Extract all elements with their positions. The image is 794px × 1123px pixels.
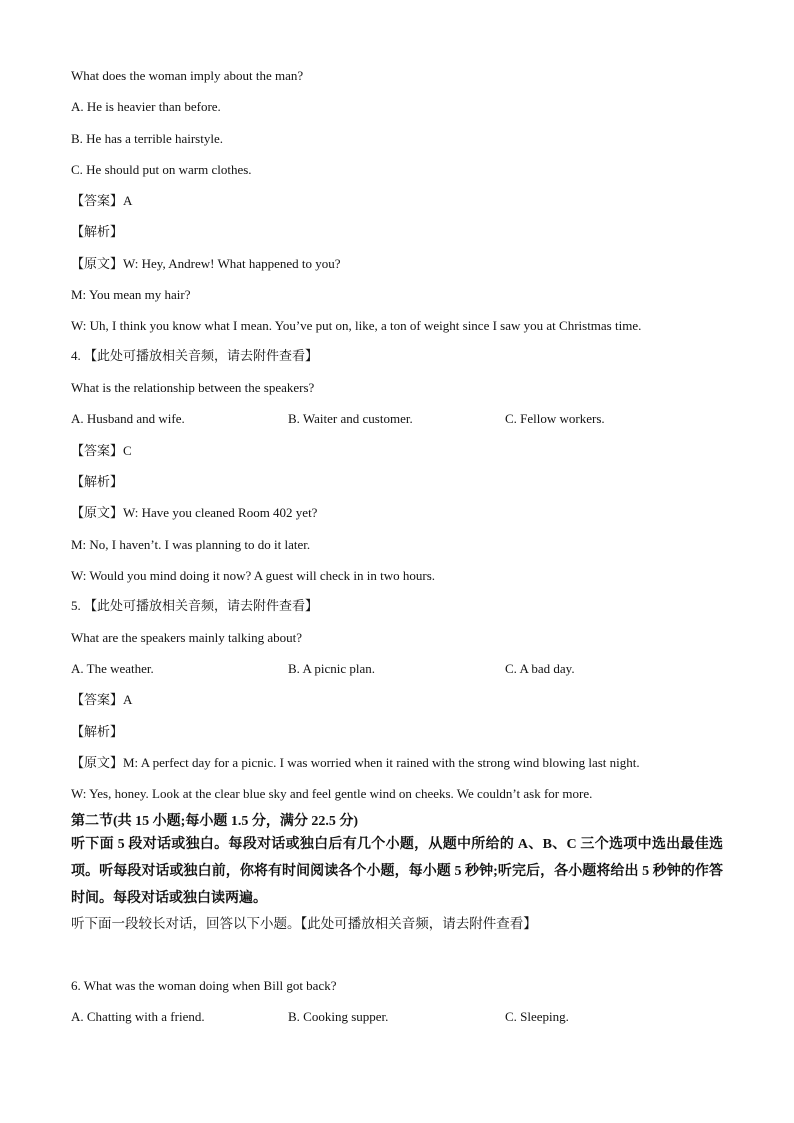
q4-question: What is the relationship between the speakers? (71, 380, 315, 395)
q6-options (71, 1009, 731, 1025)
q4-answer: 【答案】C (71, 443, 132, 458)
q4-header: 4. 【此处可播放相关音频，请去附件查看】 (71, 348, 319, 363)
q3-option-a: A. He is heavier than before. (71, 99, 221, 114)
q6-question: 6. What was the woman doing when Bill got back? (71, 978, 337, 993)
q5-options (71, 661, 731, 677)
q3-answer: 【答案】A (71, 193, 133, 208)
q5-option-c: C. A bad day. (505, 661, 575, 676)
q6-option-c: C. Sleeping. (505, 1009, 569, 1024)
q3-transcript-line: 【原文】W: Hey, Andrew! What happened to you? (71, 256, 341, 271)
q4-option-b: B. Waiter and customer. (288, 411, 413, 426)
q4-transcript-line: 【原文】W: Have you cleaned Room 402 yet? (71, 505, 318, 520)
q3-option-c: C. He should put on warm clothes. (71, 162, 252, 177)
q4-option-a: A. Husband and wife. (71, 411, 185, 426)
q4-analysis: 【解析】 (71, 474, 124, 489)
q3-transcript-line: M: You mean my hair? (71, 287, 191, 302)
section-instructions: 听下面 5 段对话或独白。每段对话或独白后有几个小题，从题中所给的 A、B、C 三个选项中选出最佳选项。听每段对话或独白前，你将有时间阅读各个小题，每小题 5 秒钟;听完后，各小题将给出 5 秒钟的作答时间。每段对话或独白读两遍。 (71, 837, 723, 906)
q3-option-b: B. He has a terrible hairstyle. (71, 131, 223, 146)
q4-option-c: C. Fellow workers. (505, 411, 605, 426)
section-title: 第二节(共 15 小题;每小题 1.5 分，满分 22.5 分) (71, 814, 358, 829)
q5-option-a: A. The weather. (71, 661, 154, 676)
q6-option-b: B. Cooking supper. (288, 1009, 389, 1024)
q5-analysis: 【解析】 (71, 724, 124, 739)
q6-option-a: A. Chatting with a friend. (71, 1009, 205, 1024)
q5-transcript-line: W: Yes, honey. Look at the clear blue sky and feel gentle wind on cheeks. We couldn’t ask for more. (71, 786, 593, 801)
q3-question: What does the woman imply about the man? (71, 68, 304, 83)
listen-prompt: 听下面一段较长对话，回答以下小题。【此处可播放相关音频，请去附件查看】 (71, 916, 537, 931)
q4-transcript-line: W: Would you mind doing it now? A guest will check in in two hours. (71, 568, 436, 583)
q5-header: 5. 【此处可播放相关音频，请去附件查看】 (71, 598, 319, 613)
q3-transcript-line: W: Uh, I think you know what I mean. You’ve put on, like, a ton of weight since I saw you at Christmas time. (71, 318, 642, 333)
q5-option-b: B. A picnic plan. (288, 661, 376, 676)
q4-transcript-line: M: No, I haven’t. I was planning to do it later. (71, 537, 311, 552)
q3-analysis: 【解析】 (71, 224, 124, 239)
q5-answer: 【答案】A (71, 692, 133, 707)
q5-question: What are the speakers mainly talking about? (71, 630, 303, 645)
q4-options (71, 411, 731, 427)
q5-transcript-line: 【原文】M: A perfect day for a picnic. I was worried when it rained with the strong wind blowing last night. (71, 755, 640, 770)
